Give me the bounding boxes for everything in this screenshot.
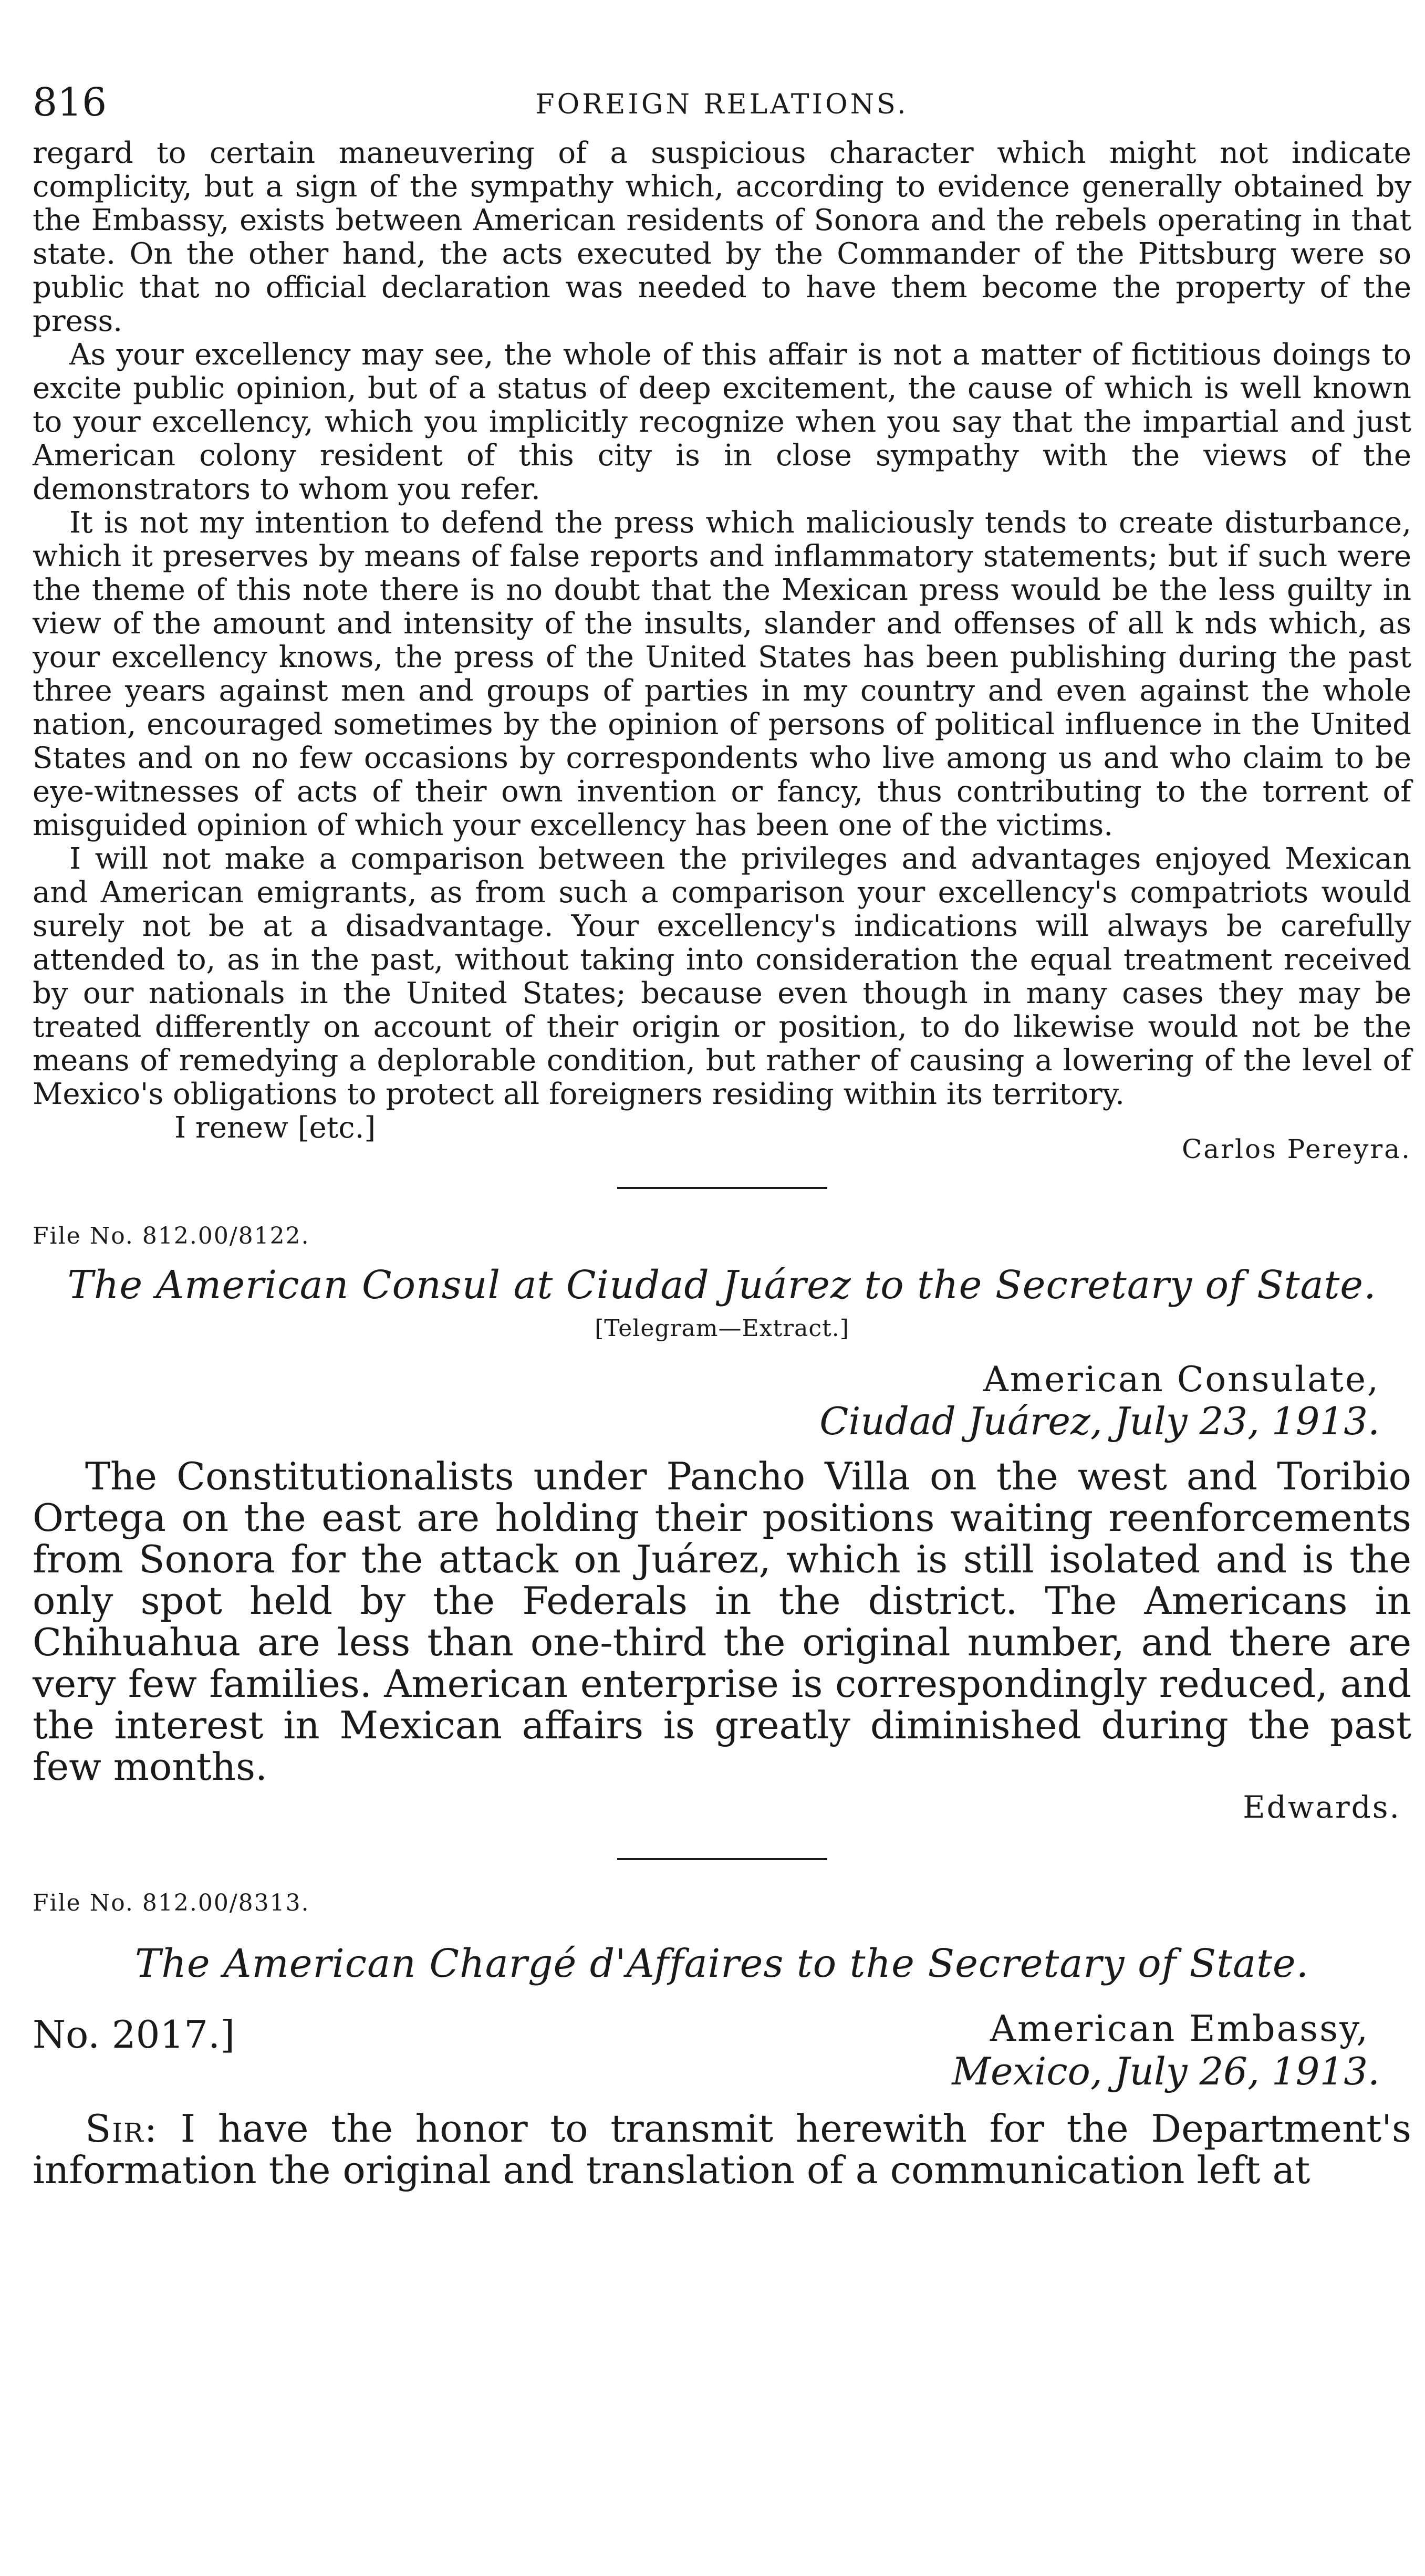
note-paragraph-1: regard to certain maneuvering of a suspicious character which might not indicate complicity, but a sign of the sympathy which, according to evidence generally obtained by the Embassy, exists between American residents of Sonora and the rebels operating in that state. On the other hand, the acts executed by the Commander of the Pittsburg were so public that no official declaration was needed to have them become the property of the press. <box>33 136 1411 338</box>
signature-first-name: Carlos <box>1182 1134 1277 1164</box>
body-text-2: I have the honor to transmit herewith for the Department's information the original and translation of a communication left at <box>33 2106 1411 2192</box>
note-paragraph-4: I will not make a comparison between the privileges and advantages enjoyed Mexican and American emigrants, as from such a comparison your excellency's compatriots would surely not be at a disadvantage. Your excellency's indications will always be carefully attended to, as in the past, without taking into consideration the equal treatment received by our nationals in the United States; because even though in many cases they may be treated differently on account of their origin or position, to do likewise would not be the means of remedying a deplorable condition, but rather of causing a lowering of the level of Mexico's obligations to protect all foreigners residing within its territory. <box>33 842 1411 1111</box>
dispatch-number: No. 2017.] <box>33 2012 235 2057</box>
telegram-note: [Telegram—Extract.] <box>595 1315 849 1342</box>
dispatch-header <box>33 2008 1411 2098</box>
document-page <box>33 79 1411 2191</box>
note-body <box>33 137 1411 1111</box>
document-title-1: The American Consul at Ciudad Juárez to the Secretary of State. <box>67 1263 1377 1308</box>
note-signature <box>1182 1132 1411 1166</box>
document-body-1 <box>33 1456 1411 1788</box>
dateline-date-2: Mexico, July 26, 1913. <box>952 2049 1380 2093</box>
dateline-2 <box>952 2008 1411 2092</box>
salutation: Sir: <box>85 2106 158 2151</box>
dateline-place-2: American Embassy, <box>990 2008 1369 2050</box>
file-number-1: File No. 812.00/8122. <box>33 1223 310 1249</box>
body-paragraph-2 <box>33 2108 1411 2191</box>
dateline-1 <box>33 1359 1411 1442</box>
note-closing <box>33 1111 1411 1164</box>
document-title-2: The American Chargé d'Affaires to the Secretary of State. <box>134 1941 1309 1986</box>
closing-phrase: I renew [etc.] <box>174 1111 376 1145</box>
signature-last-name: Pereyra. <box>1287 1134 1411 1164</box>
page-header <box>33 79 1411 137</box>
running-head: FOREIGN RELATIONS. <box>535 89 909 120</box>
dateline-place-1: American Consulate, <box>983 1359 1380 1400</box>
dateline-date-1: Ciudad Juárez, July 23, 1913. <box>819 1399 1380 1443</box>
page-number: 816 <box>33 80 107 125</box>
body-paragraph-1: The Constitutionalists under Pancho Villa on the west and Toribio Ortega on the east are holding their positions waiting reenforcements from Sonora for the attack on Juárez, which is still isolated and is the only spot held by the Federals in the district. The Americans in Chihuahua are less than one-third the original number, and there are very few families. American enterprise is correspondingly reduced, and the interest in Mexican affairs is greatly diminished during the past few months. <box>33 1454 1411 1789</box>
file-number-2: File No. 812.00/8313. <box>33 1890 310 1916</box>
document-body-2 <box>33 2108 1411 2191</box>
note-paragraph-3: It is not my intention to defend the press which maliciously tends to create disturbance, which it preserves by means of false reports and inflammatory statements; but if such were the theme of this note there is no doubt that the Mexican press would be the less guilty in view of the amount and intensity of the insults, slander and offenses of all k nds which, as your excellency knows, the press of the United States has been publishing during the past three years against men and groups of parties in my country and even against the whole nation, encouraged sometimes by the opinion of persons of political influence in the United States and on no few occasions by correspondents who live among us and who claim to be eye-witnesses of acts of their own invention or fancy, thus contributing to the torrent of misguided opinion of which your excellency has been one of the victims. <box>33 506 1411 842</box>
signature-1: Edwards. <box>1243 1789 1401 1825</box>
note-paragraph-2: As your excellency may see, the whole of this affair is not a matter of fictitious doings to excite public opinion, but of a status of deep excitement, the cause of which is well known to your excellency, which you implicitly recognize when you say that the impartial and just American colony resident of this city is in close sympathy with the views of the demonstrators to whom you refer. <box>33 338 1411 506</box>
